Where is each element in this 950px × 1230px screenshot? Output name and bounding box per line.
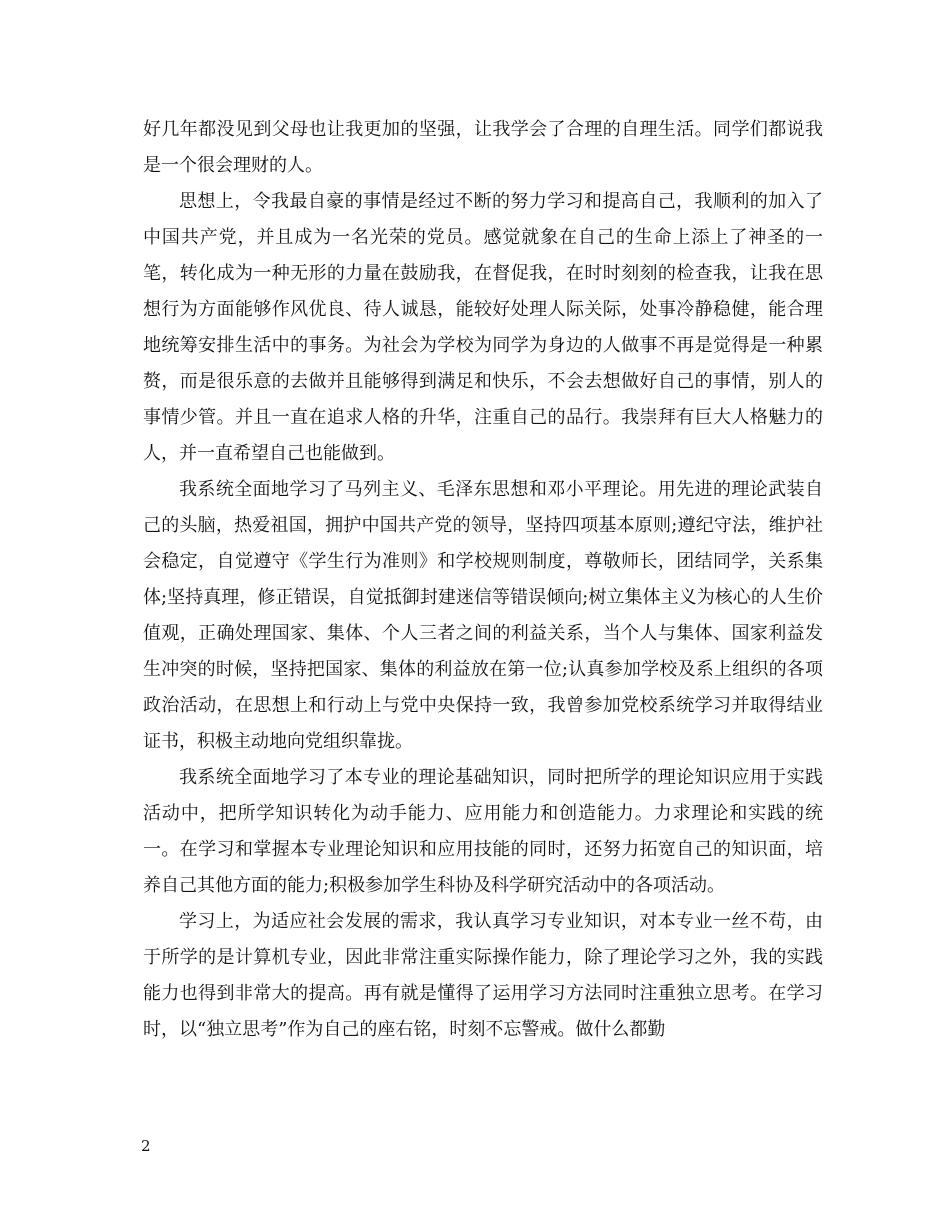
page-number: 2	[141, 1137, 151, 1155]
paragraph-4: 我系统全面地学习了本专业的理论基础知识，同时把所学的理论知识应用于实践活动中，把所学知识转化为动手能力、应用能力和创造能力。力求理论和实践的统一。在学习和掌握本专业理论知识和应用技能的同时，还努力拓宽自己的知识面，培养自己其他方面的能力;积极参加学生科协及科学研究活动中的各项活动。	[143, 767, 823, 896]
body-text	[143, 112, 823, 1048]
paragraph-2: 思想上，令我最自豪的事情是经过不断的努力学习和提高自己，我顺利的加入了中国共产党，并且成为一名光荣的党员。感觉就象在自己的生命上添上了神圣的一笔，转化成为一种无形的力量在鼓励我，在督促我，在时时刻刻的检查我，让我在思想行为方面能够作风优良、待人诚恳，能较好处理人际关际，处事冷静稳健，能合理地统筹安排生活中的事务。为社会为学校为同学为身边的人做事不再是觉得是一种累赘，而是很乐意的去做并且能够得到满足和快乐，不会去想做好自己的事情，别人的事情少管。并且一直在追求人格的升华，注重自己的品行。我崇拜有巨大人格魅力的人，并一直希望自己也能做到。	[143, 191, 823, 464]
paragraph-5: 学习上，为适应社会发展的需求，我认真学习专业知识，对本专业一丝不苟，由于所学的是计算机专业，因此非常注重实际操作能力，除了理论学习之外，我的实践能力也得到非常大的提高。再有就是懂得了运用学习方法同时注重独立思考。在学习时，以“独立思考”作为自己的座右铭，时刻不忘警戒。做什么都勤	[143, 911, 823, 1040]
paragraph-3: 我系统全面地学习了马列主义、毛泽东思想和邓小平理论。用先进的理论武装自己的头脑，热爱祖国，拥护中国共产党的领导，坚持四项基本原则;遵纪守法，维护社会稳定，自觉遵守《学生行为准则》和学校规则制度，尊敬师长，团结同学，关系集体;坚持真理，修正错误，自觉抵御封建迷信等错误倾向;树立集体主义为核心的人生价值观，正确处理国家、集体、个人三者之间的利益关系，当个人与集体、国家利益发生冲突的时候，坚持把国家、集体的利益放在第一位;认真参加学校及系上组织的各项政治活动，在思想上和行动上与党中央保持一致，我曾参加党校系统学习并取得结业证书，积极主动地向党组织靠拢。	[143, 479, 823, 752]
paragraph-1: 好几年都没见到父母也让我更加的坚强，让我学会了合理的自理生活。同学们都说我是一个很会理财的人。	[143, 119, 823, 176]
